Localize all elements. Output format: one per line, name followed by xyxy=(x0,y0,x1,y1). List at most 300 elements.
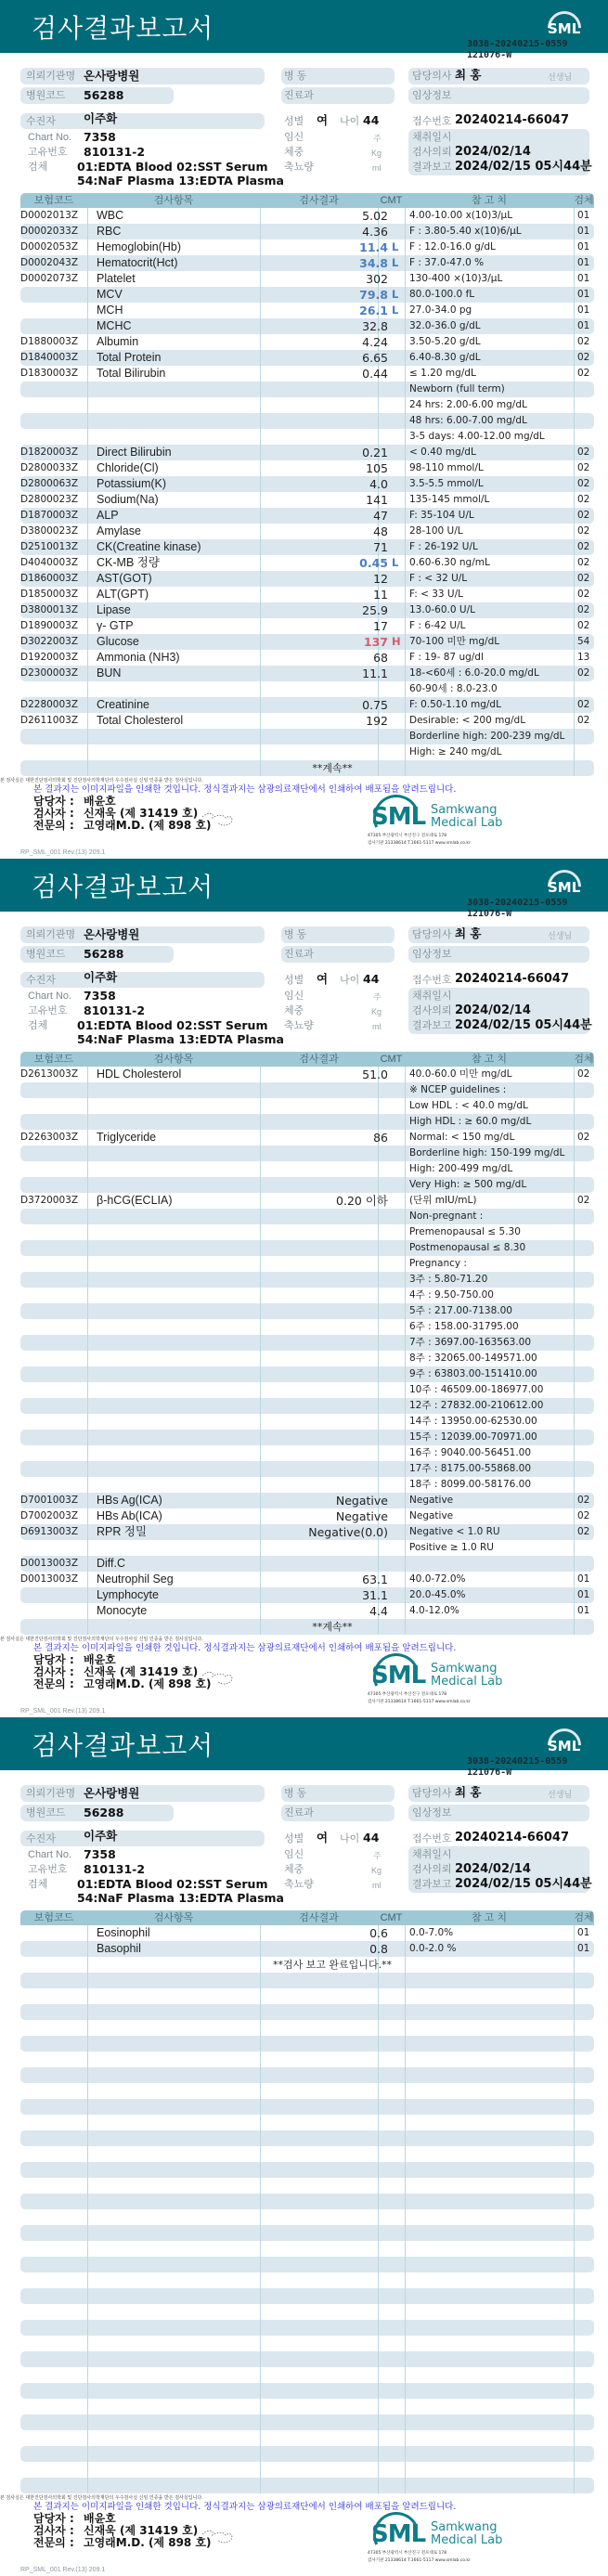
table-row xyxy=(20,524,594,539)
cell-result: 71 xyxy=(373,540,388,554)
lab-name xyxy=(431,2521,502,2547)
cell-reference: 3주 : 5.80-71.20 xyxy=(409,1274,488,1285)
weight-label: 체중 xyxy=(284,147,304,158)
collected-label: 채취일시 xyxy=(412,132,452,143)
cell-reference: 18-<60세 : 6.0-20.0 mg/dL xyxy=(409,667,539,679)
cell-test-item: Direct Bilirubin xyxy=(97,446,172,459)
cell-reference: 13.0-60.0 U/L xyxy=(409,604,475,615)
cell-reference: Very High: ≥ 500 mg/dL xyxy=(409,1179,527,1190)
pregnancy-label: 임신 xyxy=(284,1849,304,1860)
report-id-line2: 121076-W xyxy=(467,50,512,60)
cell-specimen: 01 xyxy=(577,1943,590,1954)
accession-value: 20240214-66047 xyxy=(455,113,569,127)
notice-text: 본 결과지는 이미지파일을 인쇄한 것입니다. 정식결과지는 삼광의료재단에서 인쇄하여 배포됨을 알려드립니다. xyxy=(33,784,457,795)
cell-test-item: WBC xyxy=(97,209,124,222)
lab-address: 47305 부산광역시 부산진구 전포대로 178 xyxy=(368,1692,447,1697)
table-header xyxy=(20,1052,594,1067)
cell-flag: L xyxy=(392,256,399,269)
cell-specimen: 02 xyxy=(577,336,590,347)
doctor-value: 최 홍 xyxy=(455,68,482,82)
examiner-value: 신재욱 (제 31419 호) xyxy=(84,1665,199,1678)
cell-result: 47 xyxy=(373,509,388,523)
cell-result: 11 xyxy=(373,588,388,602)
requested-value: 2024/02/14 xyxy=(455,1862,531,1876)
cell-reference: Premenopausal ≤ 5.30 xyxy=(409,1226,521,1237)
table-row xyxy=(20,239,594,255)
cell-reference: 4.00-10.00 x(10)3/µL xyxy=(409,210,513,221)
cell-result: 6.65 xyxy=(362,351,388,365)
table-row xyxy=(20,1508,594,1524)
cell-insurance-code: D1920003Z xyxy=(20,652,79,663)
cell-reference: Negative xyxy=(409,1510,454,1521)
requested-label: 검사의뢰 xyxy=(412,147,452,158)
reported-label: 결과보고 xyxy=(412,1020,452,1031)
table-row xyxy=(20,287,594,303)
cell-specimen: 02 xyxy=(577,494,590,505)
collected-label: 채취일시 xyxy=(412,1849,452,1860)
weight-unit: Kg xyxy=(371,149,382,158)
sml-lab-logo: SML xyxy=(371,1662,426,1689)
report-page xyxy=(0,0,608,859)
continuation-note: **검사 보고 완료입니다.** xyxy=(272,1959,393,1971)
cell-reference: 48 hrs: 6.00-7.00 mg/dL xyxy=(409,415,527,426)
patient-value: 이주화 xyxy=(84,111,118,125)
weight-unit: Kg xyxy=(371,1007,382,1016)
certification-text: 본 검사실은 대한진단검사의학회 및 진단검사의학재단의 우수검사실 신임 인증을 받은 검사실입니다. xyxy=(0,2495,203,2501)
cell-reference: Normal: < 150 mg/dL xyxy=(409,1132,515,1143)
table-row xyxy=(20,571,594,587)
table-row xyxy=(20,1587,594,1603)
table-row xyxy=(20,429,594,445)
table-row xyxy=(20,255,594,271)
cell-reference: 20.0-45.0% xyxy=(409,1589,466,1600)
age-label: 나이 xyxy=(340,1833,360,1845)
chart-label: Chart No. xyxy=(28,1849,72,1860)
table-row xyxy=(20,1303,594,1319)
cell-reference: F : 12.0-16.0 g/dL xyxy=(409,241,496,252)
cell-result: 86 xyxy=(373,1131,388,1145)
table-row xyxy=(20,1256,594,1272)
header-specimen: 검체 xyxy=(574,1912,594,1923)
age-label: 나이 xyxy=(340,975,360,986)
cell-reference: 10주 : 46509.00-186977.00 xyxy=(409,1384,544,1395)
lab-contact: 검사기관 21338614 T.1661-5117 www.smlab.co.kr xyxy=(368,841,471,846)
specialist-label: 전문의 : xyxy=(33,819,74,832)
institution-label: 의뢰기관명 xyxy=(26,929,76,940)
reported-label: 결과보고 xyxy=(412,1879,452,1890)
table-row xyxy=(20,666,594,681)
cell-specimen: 01 xyxy=(577,273,590,284)
cell-result: 63.1 xyxy=(362,1573,388,1586)
table-row xyxy=(20,1130,594,1146)
specialist-label: 전문의 : xyxy=(33,1677,74,1690)
cell-insurance-code: D3022003Z xyxy=(20,636,79,647)
table-row xyxy=(20,492,594,508)
cell-specimen: 02 xyxy=(577,715,590,726)
cell-reference: < 0.40 mg/dL xyxy=(409,447,476,458)
cell-specimen: 02 xyxy=(577,352,590,363)
table-row xyxy=(20,539,594,555)
row-stripe xyxy=(20,2351,594,2367)
cell-reference: 18주 : 8099.00-58176.00 xyxy=(409,1479,532,1490)
cell-specimen: 02 xyxy=(577,573,590,584)
patient-label: 수진자 xyxy=(26,975,56,986)
specimen-line2: 54:NaF Plasma 13:EDTA Plasma xyxy=(77,1032,284,1046)
row-stripe xyxy=(20,2478,594,2493)
cell-specimen: 54 xyxy=(577,636,590,647)
cell-reference: 16주 : 9040.00-56451.00 xyxy=(409,1447,532,1458)
patient-value: 이주화 xyxy=(84,1829,118,1843)
report-id-line1: 3038-20240215-0559 xyxy=(467,1756,568,1767)
cell-result: 26.1 xyxy=(359,304,388,317)
cell-insurance-code: D4040003Z xyxy=(20,557,79,568)
cell-result: 0.6 xyxy=(369,1926,388,1940)
cell-reference: ≤ 1.20 mg/dL xyxy=(409,368,476,379)
cell-reference: 8주 : 32065.00-149571.00 xyxy=(409,1353,537,1364)
table-row xyxy=(20,1146,594,1161)
table-row xyxy=(20,1351,594,1366)
cell-flag: L xyxy=(392,240,399,253)
header-result: 검사결과 xyxy=(299,1054,339,1065)
header-code: 보험코드 xyxy=(33,1054,74,1065)
cell-result: 17 xyxy=(373,619,388,633)
weight-unit: Kg xyxy=(371,1866,382,1875)
cell-reference: 0.60-6.30 ng/mL xyxy=(409,557,490,568)
chart-value: 7358 xyxy=(84,1847,116,1861)
requested-label: 검사의뢰 xyxy=(412,1864,452,1875)
manager-label: 담당자 : xyxy=(33,1653,74,1666)
cell-test-item: AST(GOT) xyxy=(97,572,152,585)
cell-test-item: RBC xyxy=(97,225,122,238)
cell-reference: Borderline high: 200-239 mg/dL xyxy=(409,731,565,742)
cell-insurance-code: D7001003Z xyxy=(20,1495,79,1506)
cell-specimen: 02 xyxy=(577,604,590,615)
patient-label: 수진자 xyxy=(26,116,56,127)
table-row xyxy=(20,555,594,571)
table-row xyxy=(20,1366,594,1382)
cell-test-item: MCH xyxy=(97,304,123,317)
manager-label: 담당자 : xyxy=(33,2512,74,2525)
table-row xyxy=(20,744,594,760)
cell-result: 31.1 xyxy=(362,1588,388,1602)
cell-test-item: Hematocrit(Hct) xyxy=(97,256,178,269)
table-row xyxy=(20,1224,594,1240)
cell-flag: L xyxy=(392,304,399,317)
cell-result: 4.0 xyxy=(369,477,388,491)
table-row xyxy=(20,1272,594,1288)
report-page xyxy=(0,1717,608,2576)
cell-insurance-code: D1820003Z xyxy=(20,447,79,458)
report-page xyxy=(0,859,608,1717)
cell-insurance-code: D0002053Z xyxy=(20,241,79,252)
cell-test-item: β-hCG(ECLIA) xyxy=(97,1194,173,1207)
institution-label: 의뢰기관명 xyxy=(26,1788,76,1799)
urine-label: 축뇨량 xyxy=(284,1879,314,1890)
table-row xyxy=(20,1114,594,1130)
row-stripe xyxy=(20,2194,594,2209)
hospital-code-label: 병원코드 xyxy=(26,949,66,960)
cell-reference: 60-90세 : 8.0-23.0 xyxy=(409,683,498,694)
row-stripe xyxy=(20,2225,594,2241)
header-reference: 참 고 치 xyxy=(472,1054,507,1065)
urine-label: 축뇨량 xyxy=(284,162,314,173)
report-title: 검사결과보고서 xyxy=(32,13,214,44)
cell-reference: 17주 : 8175.00-55868.00 xyxy=(409,1463,532,1474)
cell-test-item: HBs Ag(ICA) xyxy=(97,1494,162,1507)
header-specimen: 검체 xyxy=(574,1054,594,1065)
table-row xyxy=(20,1430,594,1445)
cell-test-item: HBs Ab(ICA) xyxy=(97,1509,162,1522)
ward-label: 병 동 xyxy=(284,1788,307,1799)
lab-name-line1: Samkwang xyxy=(431,1662,498,1676)
department-label: 진료과 xyxy=(284,949,314,960)
table-row xyxy=(20,681,594,697)
sml-logo: SML xyxy=(548,1738,581,1754)
cell-insurance-code: D3720003Z xyxy=(20,1195,79,1206)
cell-test-item: Ammonia (NH3) xyxy=(97,651,180,664)
form-code: RP_SML_001 Rev.(13) 209.1 xyxy=(20,849,106,856)
cell-reference: Newborn (full term) xyxy=(409,383,505,395)
signature-image xyxy=(200,809,237,830)
hospital-code-value: 56288 xyxy=(84,1806,124,1819)
lab-address: 47305 부산광역시 부산진구 전포대로 178 xyxy=(368,834,447,838)
cell-test-item: MCV xyxy=(97,288,123,301)
cell-reference: 6주 : 158.00-31795.00 xyxy=(409,1321,519,1332)
cell-specimen: 02 xyxy=(577,1132,590,1143)
table-row xyxy=(20,1524,594,1540)
table-row xyxy=(20,697,594,713)
cell-test-item: Eosinophil xyxy=(97,1926,150,1939)
header-item: 검사항목 xyxy=(153,195,194,206)
cell-flag: L xyxy=(392,556,399,569)
cell-insurance-code: D2300003Z xyxy=(20,667,79,679)
chart-value: 7358 xyxy=(84,130,116,144)
pregnancy-label: 임신 xyxy=(284,990,304,1002)
examiner-label: 검사자 : xyxy=(33,1665,74,1678)
age-value: 44 xyxy=(363,972,380,986)
cell-reference: Desirable: < 200 mg/dL xyxy=(409,715,526,726)
age-value: 44 xyxy=(363,113,380,127)
specialist-value: 고영래M.D. (제 898 호) xyxy=(84,819,212,832)
cell-reference: 24 hrs: 2.00-6.00 mg/dL xyxy=(409,399,527,410)
table-row xyxy=(20,350,594,366)
table-row xyxy=(20,1445,594,1461)
cell-result: 0.21 xyxy=(362,446,388,460)
cell-result: 141 xyxy=(366,493,388,507)
unique-label: 고유번호 xyxy=(28,1005,68,1016)
table-row xyxy=(20,366,594,382)
notice-text: 본 결과지는 이미지파일을 인쇄한 것입니다. 정식결과지는 삼광의료재단에서 인쇄하여 배포됨을 알려드립니다. xyxy=(33,2502,457,2512)
lab-contact: 검사기관 21338614 T.1661-5117 www.smlab.co.kr xyxy=(368,2558,471,2563)
table-row xyxy=(20,1461,594,1477)
cell-reference: 40.0-60.0 미만 mg/dL xyxy=(409,1068,512,1080)
header-cmt: CMT xyxy=(380,1912,403,1923)
pregnancy-label: 임신 xyxy=(284,132,304,143)
table-row xyxy=(20,460,594,476)
ward-label: 병 동 xyxy=(284,929,307,940)
cell-reference: 7주 : 3697.00-163563.00 xyxy=(409,1337,532,1348)
doctor-label: 담당의사 xyxy=(412,929,452,940)
table-row xyxy=(20,1288,594,1303)
reported-value: 2024/02/15 05시44분 xyxy=(455,160,592,174)
table-row xyxy=(20,1335,594,1351)
sml-lab-logo: SML xyxy=(371,803,426,831)
cell-specimen: 02 xyxy=(577,525,590,537)
cell-insurance-code: D7002003Z xyxy=(20,1510,79,1521)
examiner-value: 신재욱 (제 31419 호) xyxy=(84,2524,199,2537)
report-id xyxy=(467,898,567,920)
specimen-line2: 54:NaF Plasma 13:EDTA Plasma xyxy=(77,1891,284,1905)
doctor-suffix: 선생님 xyxy=(548,931,573,940)
cell-result: 79.8 xyxy=(359,288,388,302)
report-title: 검사결과보고서 xyxy=(32,1730,214,1761)
cell-reference: 3.50-5.20 g/dL xyxy=(409,336,481,347)
cell-reference: ※ NCEP guidelines : xyxy=(409,1084,507,1095)
chart-value: 7358 xyxy=(84,989,116,1003)
cell-reference: High: 200-499 mg/dL xyxy=(409,1163,513,1174)
cell-insurance-code: D0002013Z xyxy=(20,210,79,221)
cell-insurance-code: D2280003Z xyxy=(20,699,79,710)
sml-logo: SML xyxy=(548,20,581,37)
row-stripe xyxy=(20,2036,594,2052)
cell-reference: F: 35-104 U/L xyxy=(409,510,474,521)
cell-reference: 27.0-34.0 pg xyxy=(409,304,472,316)
continuation-note: **계속** xyxy=(312,762,353,774)
examiner-label: 검사자 : xyxy=(33,807,74,820)
sex-value: 여 xyxy=(317,113,329,127)
manager-value: 배윤호 xyxy=(84,2512,116,2525)
cell-result: 192 xyxy=(366,714,388,728)
doctor-suffix: 선생님 xyxy=(548,72,573,82)
age-value: 44 xyxy=(363,1831,380,1845)
cell-reference: Postmenopausal ≤ 8.30 xyxy=(409,1242,526,1253)
cell-specimen: 02 xyxy=(577,478,590,489)
reported-label: 결과보고 xyxy=(412,162,452,173)
cell-test-item: Potassium(K) xyxy=(97,477,167,490)
patient-label: 수진자 xyxy=(26,1833,56,1845)
accession-value: 20240214-66047 xyxy=(455,972,569,986)
hospital-code-value: 56288 xyxy=(84,947,124,961)
pregnancy-unit: 주 xyxy=(373,992,382,1002)
cell-insurance-code: D2800023Z xyxy=(20,494,79,505)
cell-specimen: 02 xyxy=(577,699,590,710)
sml-logo: SML xyxy=(548,879,581,896)
table-row xyxy=(20,303,594,318)
report-id xyxy=(467,1756,567,1779)
cell-reference: F : 37.0-47.0 % xyxy=(409,257,485,268)
cell-insurance-code: D2800033Z xyxy=(20,462,79,473)
cell-reference: 14주 : 13950.00-62530.00 xyxy=(409,1416,537,1427)
cell-specimen: 02 xyxy=(577,541,590,552)
cell-result: 32.8 xyxy=(362,319,388,333)
cell-insurance-code: D2613003Z xyxy=(20,1068,79,1080)
report-id-line1: 3038-20240215-0559 xyxy=(467,898,568,908)
cell-specimen: 01 xyxy=(577,257,590,268)
table-row xyxy=(20,1925,594,1941)
specimen-line1: 01:EDTA Blood 02:SST Serum xyxy=(77,1018,268,1032)
sex-label: 성별 xyxy=(284,975,304,986)
unique-value: 810131-2 xyxy=(84,145,146,159)
row-stripe xyxy=(20,1973,594,1988)
column-divider xyxy=(87,1925,88,2493)
cell-test-item: Diff.C xyxy=(97,1557,126,1570)
table-row xyxy=(20,508,594,524)
specialist-label: 전문의 : xyxy=(33,2536,74,2549)
patient-field-bg xyxy=(20,1831,265,1846)
cell-specimen: 01 xyxy=(577,241,590,252)
cell-insurance-code: D1890003Z xyxy=(20,620,79,631)
certification-text: 본 검사실은 대한진단검사의학회 및 진단검사의학재단의 우수검사실 신임 인증을 받은 검사실입니다. xyxy=(0,1637,203,1642)
cell-result: 51.0 xyxy=(362,1068,388,1081)
institution-label: 의뢰기관명 xyxy=(26,71,76,82)
institution-value: 온사랑병원 xyxy=(84,927,140,941)
cell-specimen: 02 xyxy=(577,368,590,379)
table-note-row xyxy=(20,760,594,776)
cell-reference: Positive ≥ 1.0 RU xyxy=(409,1542,494,1553)
lab-name-line2: Medical Lab xyxy=(431,1675,503,1689)
notice-text: 본 결과지는 이미지파일을 인쇄한 것입니다. 정식결과지는 삼광의료재단에서 인쇄하여 배포됨을 알려드립니다. xyxy=(33,1643,457,1653)
cell-test-item: MCHC xyxy=(97,319,132,332)
cell-result: 0.75 xyxy=(362,698,388,712)
table-note-row xyxy=(20,1957,594,1973)
cell-specimen: 01 xyxy=(577,289,590,300)
cell-reference: High: ≥ 240 mg/dL xyxy=(409,746,502,757)
doctor-value: 최 홍 xyxy=(455,926,482,940)
table-row xyxy=(20,413,594,429)
reported-value: 2024/02/15 05시44분 xyxy=(455,1877,592,1891)
chart-label: Chart No. xyxy=(28,990,72,1002)
cell-specimen: 01 xyxy=(577,320,590,331)
cell-test-item: HDL Cholesterol xyxy=(97,1068,182,1081)
cell-specimen: 13 xyxy=(577,652,590,663)
cell-reference: F: 0.50-1.10 mg/dL xyxy=(409,699,501,710)
lab-name xyxy=(431,1663,502,1689)
table-row xyxy=(20,1572,594,1587)
cell-test-item: Glucose xyxy=(97,635,139,648)
cell-result: 11.1 xyxy=(362,667,388,680)
accession-value: 20240214-66047 xyxy=(455,1831,569,1845)
cell-reference: High HDL : ≥ 60.0 mg/dL xyxy=(409,1116,532,1127)
cell-result: 4.4 xyxy=(369,1604,388,1618)
cell-test-item: γ- GTP xyxy=(97,619,134,632)
report-id-line1: 3038-20240215-0559 xyxy=(467,39,568,49)
cell-result: 0.44 xyxy=(362,367,388,381)
lab-name-line2: Medical Lab xyxy=(431,816,503,830)
cell-reference: 0.0-7.0% xyxy=(409,1927,454,1938)
cell-reference: 12주 : 27832.00-210612.00 xyxy=(409,1400,544,1411)
cell-insurance-code: D1870003Z xyxy=(20,510,79,521)
department-label: 진료과 xyxy=(284,1807,314,1819)
cell-insurance-code: D6913003Z xyxy=(20,1526,79,1537)
cell-insurance-code: D2611003Z xyxy=(20,715,79,726)
doctor-label: 담당의사 xyxy=(412,71,452,82)
table-row xyxy=(20,1098,594,1114)
table-row xyxy=(20,1177,594,1193)
column-divider xyxy=(260,1925,261,2493)
header-cmt: CMT xyxy=(380,195,403,206)
lab-name-line1: Samkwang xyxy=(431,2520,498,2534)
cell-result: 68 xyxy=(373,651,388,665)
cell-result: 0.8 xyxy=(369,1942,388,1956)
accession-label: 접수번호 xyxy=(412,975,452,986)
cell-reference: 130-400 ×(10)3/µL xyxy=(409,273,503,284)
cell-result: 302 xyxy=(366,272,388,286)
weight-label: 체중 xyxy=(284,1864,304,1875)
manager-label: 담당자 : xyxy=(33,795,74,808)
table-row xyxy=(20,1082,594,1098)
cell-test-item: ALT(GPT) xyxy=(97,588,149,601)
cell-insurance-code: D0002043Z xyxy=(20,257,79,268)
